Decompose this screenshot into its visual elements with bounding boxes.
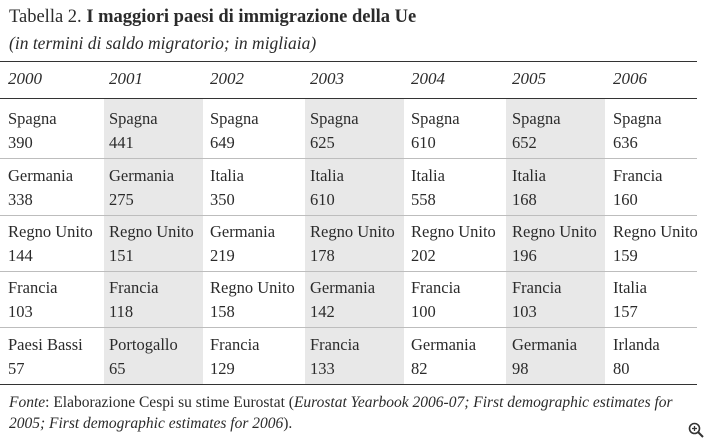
migration-value: 144 <box>8 246 33 265</box>
migration-value: 202 <box>411 246 436 265</box>
migration-value: 636 <box>613 133 638 152</box>
country-name: Paesi Bassi <box>8 335 83 354</box>
year-header: 2004 <box>411 69 445 88</box>
migration-value: 178 <box>310 246 335 265</box>
migration-value: 157 <box>613 302 638 321</box>
zoom-in-icon[interactable] <box>687 421 705 439</box>
country-name: Germania <box>109 166 175 185</box>
table-bottom-rule <box>0 384 697 385</box>
migration-value: 610 <box>310 190 335 209</box>
migration-value: 80 <box>613 359 630 378</box>
migration-value: 168 <box>512 190 537 209</box>
migration-value: 103 <box>8 302 33 321</box>
migration-value: 103 <box>512 302 537 321</box>
migration-value: 196 <box>512 246 537 265</box>
migration-value: 159 <box>613 246 638 265</box>
year-header: 2005 <box>512 69 546 88</box>
migration-value: 625 <box>310 133 335 152</box>
country-name: Italia <box>210 166 244 185</box>
table-subtitle: (in termini di saldo migratorio; in migliaia) <box>9 33 317 53</box>
migration-value: 160 <box>613 190 638 209</box>
country-name: Irlanda <box>613 335 660 354</box>
migration-value: 390 <box>8 133 33 152</box>
source-label: Fonte <box>9 394 46 411</box>
country-name: Germania <box>210 222 276 241</box>
country-name: Regno Unito <box>613 222 698 241</box>
year-header: 2003 <box>310 69 344 88</box>
country-name: Germania <box>512 335 578 354</box>
migration-value: 118 <box>109 302 134 321</box>
source-publication: Eurostat Yearbook 2006-07; First demographic estimates for 2005; First demographic estimates for 2006 <box>9 394 673 432</box>
year-header: 2002 <box>210 69 244 88</box>
country-name: Francia <box>210 335 260 354</box>
country-name: Regno Unito <box>210 278 295 297</box>
row-separator <box>0 271 697 272</box>
country-name: Germania <box>310 278 376 297</box>
migration-value: 610 <box>411 133 436 152</box>
country-name: Francia <box>8 278 58 297</box>
country-name: Regno Unito <box>411 222 496 241</box>
country-name: Spagna <box>210 109 259 128</box>
migration-value: 350 <box>210 190 235 209</box>
migration-value: 219 <box>210 246 235 265</box>
row-separator <box>0 215 697 216</box>
migration-value: 441 <box>109 133 134 152</box>
year-header: 2001 <box>109 69 143 88</box>
migration-value: 558 <box>411 190 436 209</box>
country-name: Spagna <box>310 109 359 128</box>
year-header: 2006 <box>613 69 647 88</box>
country-name: Francia <box>310 335 360 354</box>
year-header: 2000 <box>8 69 42 88</box>
source-close: ). <box>283 415 293 432</box>
country-name: Germania <box>411 335 477 354</box>
source-text: : Elaborazione Cespi su stime Eurostat ( <box>45 394 294 411</box>
migration-value: 82 <box>411 359 428 378</box>
country-name: Regno Unito <box>310 222 395 241</box>
country-name: Spagna <box>8 109 57 128</box>
country-name: Germania <box>8 166 74 185</box>
migration-value: 133 <box>310 359 335 378</box>
country-name: Francia <box>512 278 562 297</box>
country-name: Spagna <box>512 109 561 128</box>
migration-value: 652 <box>512 133 537 152</box>
country-name: Spagna <box>411 109 460 128</box>
country-name: Francia <box>613 166 663 185</box>
table-header-rule <box>0 98 697 99</box>
country-name: Italia <box>512 166 546 185</box>
migration-value: 57 <box>8 359 25 378</box>
table-top-rule <box>0 61 697 62</box>
migration-value: 151 <box>109 246 134 265</box>
table-heading: I maggiori paesi di immigrazione della Ue <box>86 7 417 27</box>
migration-value: 649 <box>210 133 235 152</box>
migration-value: 158 <box>210 302 235 321</box>
country-name: Spagna <box>109 109 158 128</box>
migration-value: 65 <box>109 359 126 378</box>
country-name: Regno Unito <box>512 222 597 241</box>
country-name: Francia <box>411 278 461 297</box>
country-name: Italia <box>411 166 445 185</box>
country-name: Regno Unito <box>109 222 194 241</box>
country-name: Italia <box>310 166 344 185</box>
source-note <box>9 392 699 434</box>
table-title <box>9 6 416 28</box>
migration-value: 129 <box>210 359 235 378</box>
country-name: Italia <box>613 278 647 297</box>
migration-value: 142 <box>310 302 335 321</box>
migration-value: 275 <box>109 190 134 209</box>
row-separator <box>0 327 697 328</box>
migration-value: 338 <box>8 190 33 209</box>
migration-value: 100 <box>411 302 436 321</box>
country-name: Portogallo <box>109 335 178 354</box>
country-name: Spagna <box>613 109 662 128</box>
row-separator <box>0 158 697 159</box>
country-name: Regno Unito <box>8 222 93 241</box>
table-number: Tabella 2. <box>9 7 82 27</box>
migration-value: 98 <box>512 359 529 378</box>
country-name: Francia <box>109 278 159 297</box>
